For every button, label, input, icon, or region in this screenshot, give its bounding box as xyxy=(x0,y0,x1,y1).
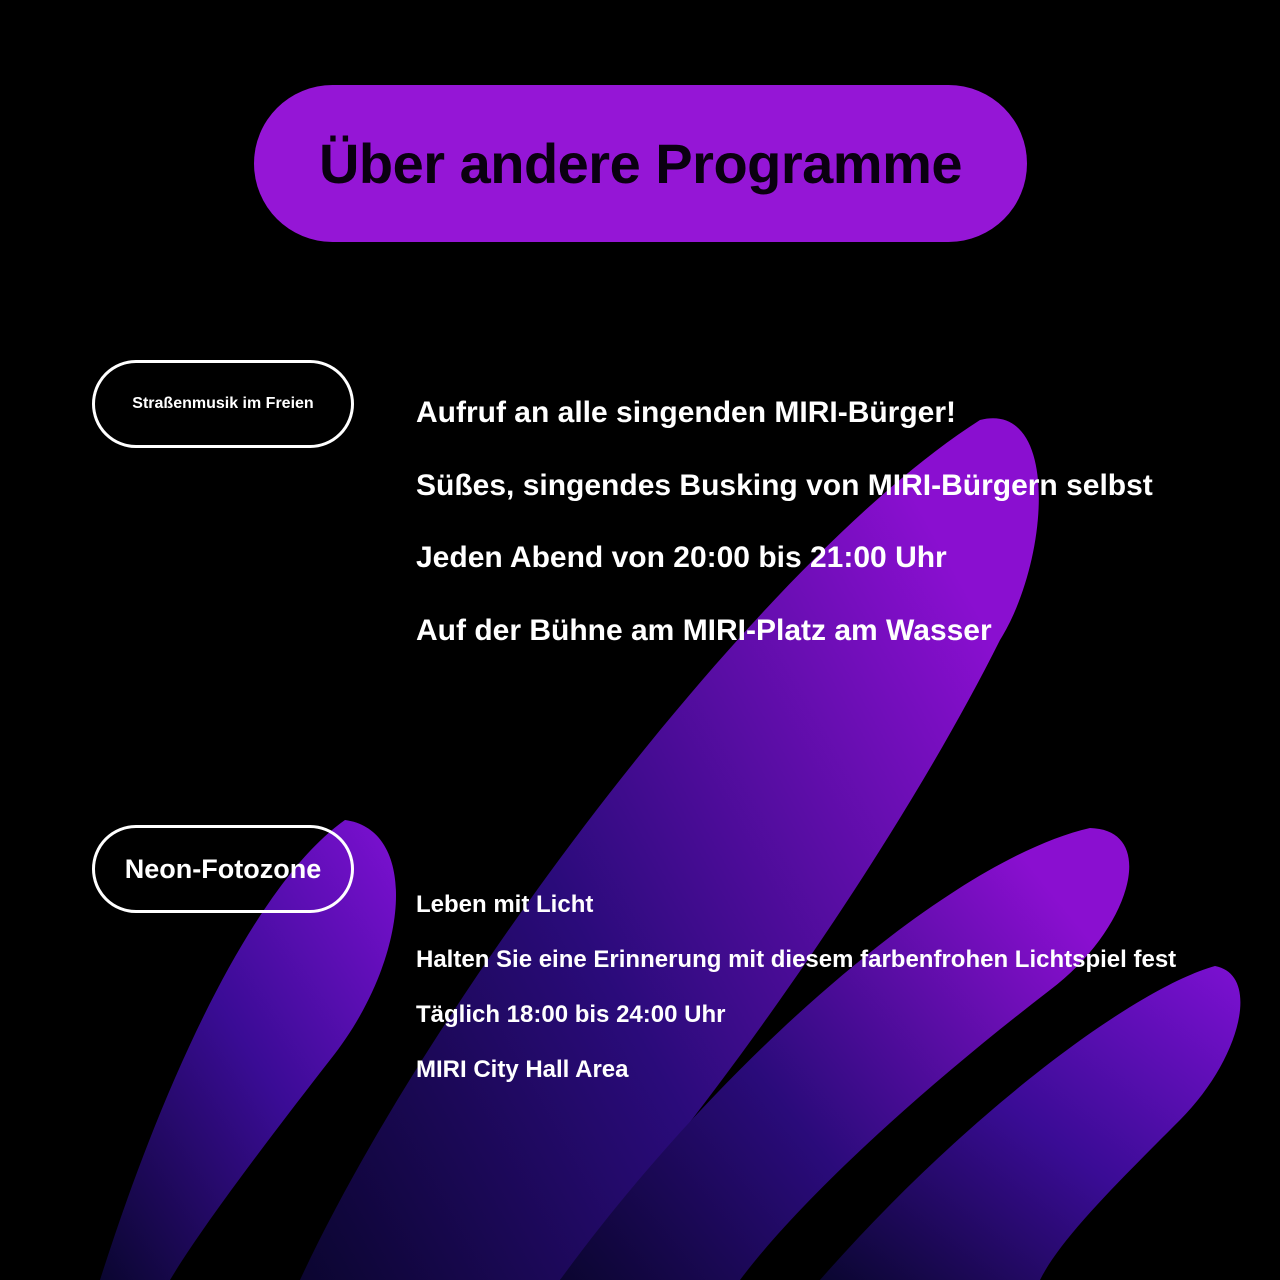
program-line: Aufruf an alle singenden MIRI-Bürger! xyxy=(416,396,957,429)
program-tag-label: Neon-Fotozone xyxy=(124,853,322,884)
program-line: Süßes, singendes Busking von MIRI-Bürgern selbst xyxy=(416,468,1153,502)
page-title: Über andere Programme xyxy=(318,132,963,195)
program-line: Auf der Bühne am MIRI-Platz am Wasser xyxy=(416,613,992,647)
program-line: Leben mit Licht xyxy=(416,891,594,918)
program-line: Täglich 18:00 bis 24:00 Uhr xyxy=(416,1001,726,1028)
program-line: Halten Sie eine Erinnerung mit diesem farbenfrohen Lichtspiel fest xyxy=(416,946,1177,973)
program-line: Jeden Abend von 20:00 bis 21:00 Uhr xyxy=(416,541,947,574)
program-details-neon-photo-zone xyxy=(416,890,1176,1110)
title-banner xyxy=(254,85,1027,242)
program-tag-neon-photo-zone xyxy=(92,825,354,913)
program-details-street-music xyxy=(416,395,1153,685)
program-tag-label: Straßenmusik im Freien xyxy=(132,395,314,412)
program-line: MIRI City Hall Area xyxy=(416,1056,629,1083)
program-tag-street-music xyxy=(92,360,354,448)
